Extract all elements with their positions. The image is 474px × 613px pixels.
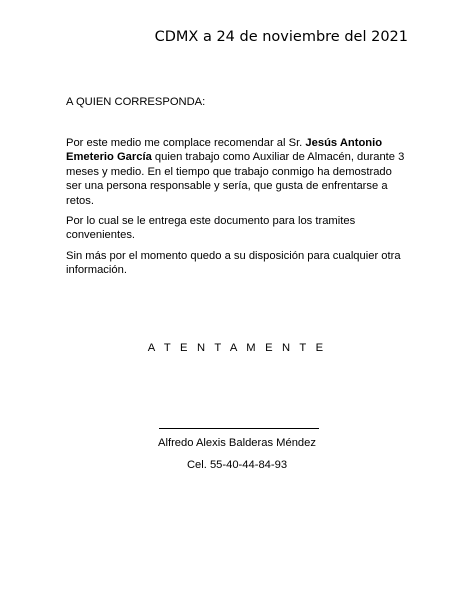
signer-phone: Cel. 55-40-44-84-93 bbox=[186, 459, 288, 471]
closing-atentamente: A T E N T A M E N T E bbox=[147, 342, 327, 354]
paragraph-closing-remark: Sin más por el momento quedo a su disposición para cualquier otra información. bbox=[66, 249, 401, 277]
recommended-person-name: Jesús Antonio Emeterio García bbox=[66, 137, 383, 164]
salutation: A QUIEN CORRESPONDA: bbox=[66, 96, 206, 108]
signer-name: Alfredo Alexis Balderas Méndez bbox=[158, 437, 316, 449]
paragraph-purpose: Por lo cual se le entrega este documento para los tramites convenientes. bbox=[66, 215, 356, 242]
date-line: CDMX a 24 de noviembre del 2021 bbox=[154, 29, 408, 45]
paragraph-recommendation bbox=[66, 136, 406, 208]
signature-line bbox=[159, 428, 319, 429]
paragraph-recommendation-intro: Por este medio me complace recomendar al Sr. bbox=[66, 137, 306, 149]
paragraph-recommendation-details: quien trabajo como Auxiliar de Almacén, durante 3 meses y medio. En el tiempo que trabajo conmigo ha demostrado ser una persona responsable y sería, que gusta de enfrentarse a retos. bbox=[66, 151, 405, 207]
letter-body bbox=[66, 136, 406, 284]
